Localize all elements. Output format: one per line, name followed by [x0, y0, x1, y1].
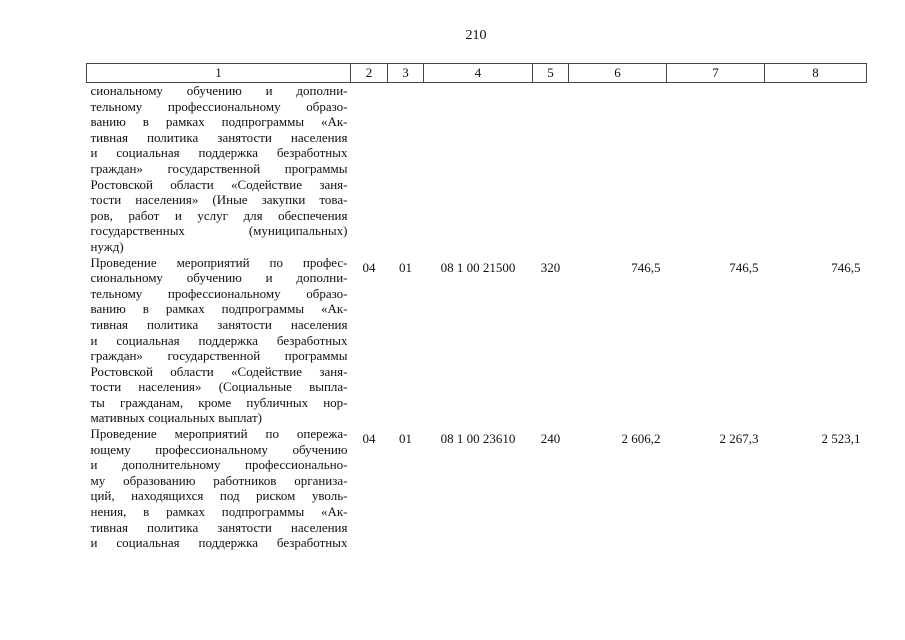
- description-line: сиональному обучению и дополни-: [90, 270, 348, 286]
- description-line: тельному профессиональному образо-: [90, 285, 348, 301]
- description-line: тости населения» (Иные закупки това-: [90, 192, 348, 208]
- table-row: [87, 83, 867, 255]
- header-col-1: 1: [87, 64, 351, 83]
- table-row: [87, 255, 867, 427]
- description-line: ющему профессиональному обучению: [90, 441, 348, 457]
- description-line: нения, в рамках подпрограммы «Ак-: [90, 504, 348, 520]
- amount-year-1: [569, 83, 667, 255]
- description-line: и социальная поддержка безработных: [90, 535, 348, 551]
- section-code: [351, 83, 388, 255]
- header-col-3: 3: [388, 64, 424, 83]
- expense-type-code: [533, 83, 569, 255]
- description-line: сиональному обучению и дополни-: [90, 83, 348, 98]
- subsection-code: 01: [399, 259, 412, 275]
- expense-type-code: 320: [540, 259, 561, 275]
- description-line: ванию в рамках подпрограммы «Ак-: [90, 114, 348, 130]
- section-code: 04: [362, 259, 376, 275]
- header-col-4: 4: [424, 64, 533, 83]
- target-article-code: 08 1 00 21500: [440, 259, 516, 275]
- amount-year-2: 746,5: [729, 259, 759, 275]
- row-description: [87, 255, 351, 427]
- description-line: Ростовской области «Содействие заня-: [90, 176, 348, 192]
- description-line: и социальная поддержка безработных: [90, 145, 348, 161]
- description-line: ванию в рамках подпрограммы «Ак-: [90, 301, 348, 317]
- description-line: тивная политика занятости населения: [90, 129, 348, 145]
- target-article-code: [424, 83, 533, 255]
- description-line: и социальная поддержка безработных: [90, 332, 348, 348]
- expense-type-code: 240: [540, 431, 561, 447]
- amount-year-2: [667, 83, 765, 255]
- subsection-code: 01: [399, 431, 412, 447]
- description-line: му образованию работников организа-: [90, 472, 348, 488]
- description-line: тивная политика занятости населения: [90, 519, 348, 535]
- row-description: [87, 426, 351, 551]
- description-line: Проведение мероприятий по профес-: [90, 254, 348, 270]
- header-col-5: 5: [533, 64, 569, 83]
- table-header-row: [87, 64, 867, 83]
- description-line: нужд): [90, 238, 124, 254]
- description-line: тельному профессиональному образо-: [90, 98, 348, 114]
- description-line: тости населения» (Социальные выпла-: [90, 379, 348, 395]
- subsection-code: [388, 83, 424, 255]
- target-article-code: 08 1 00 23610: [440, 431, 516, 447]
- budget-table: [86, 63, 867, 551]
- description-line: мативных социальных выплат): [90, 410, 262, 426]
- table-row: [87, 426, 867, 551]
- description-line: Ростовской области «Содействие заня-: [90, 363, 348, 379]
- description-line: и дополнительному профессионально-: [90, 457, 348, 473]
- header-col-7: 7: [667, 64, 765, 83]
- header-col-8: 8: [765, 64, 867, 83]
- description-line: государственных (муниципальных): [90, 223, 348, 239]
- description-line: ций, находящихся под риском уволь-: [90, 488, 348, 504]
- row-description: [87, 83, 351, 255]
- page-number: 210: [465, 28, 487, 43]
- amount-year-3: [765, 83, 867, 255]
- section-code: 04: [362, 431, 376, 447]
- header-col-2: 2: [351, 64, 388, 83]
- amount-year-1: 746,5: [631, 259, 661, 275]
- amount-year-3: 746,5: [831, 259, 861, 275]
- description-line: граждан» государственной программы: [90, 160, 348, 176]
- amount-year-1: 2 606,2: [621, 431, 661, 447]
- description-line: Проведение мероприятий по опережа-: [90, 426, 348, 442]
- header-col-6: 6: [569, 64, 667, 83]
- description-line: ров, работ и услуг для обеспечения: [90, 207, 348, 223]
- description-line: тивная политика занятости населения: [90, 316, 348, 332]
- description-line: ты гражданам, кроме публичных нор-: [90, 394, 348, 410]
- description-line: граждан» государственной программы: [90, 348, 348, 364]
- amount-year-2: 2 267,3: [719, 431, 759, 447]
- amount-year-3: 2 523,1: [821, 431, 861, 447]
